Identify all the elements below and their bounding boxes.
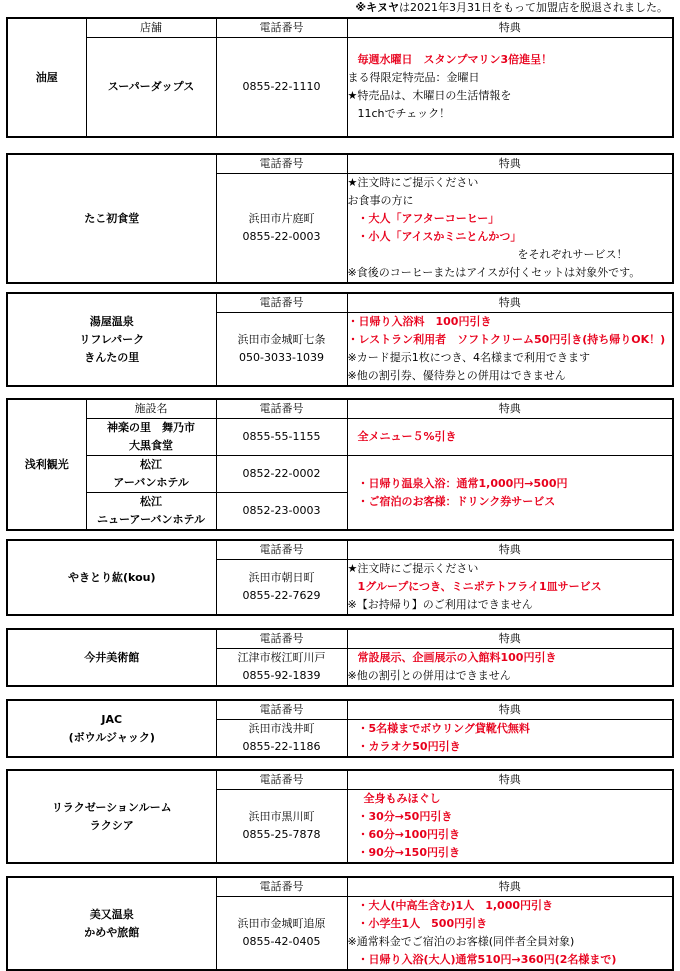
facility-name: 松江 bbox=[140, 495, 162, 508]
block-yunoya bbox=[6, 292, 674, 387]
block-aburaya bbox=[6, 17, 674, 138]
phone-number: 0855-22-0003 bbox=[242, 230, 321, 243]
perk-line: ・小学生1人 500円引き bbox=[357, 917, 488, 930]
block-asari bbox=[6, 398, 674, 531]
notice-bold: ※キヌヤ bbox=[355, 1, 399, 14]
header-perk: 特典 bbox=[347, 293, 673, 313]
facility-name: アーバンホテル bbox=[113, 476, 189, 489]
perk-line: 常設展示、企画展示の入館料100円引き bbox=[357, 651, 557, 664]
perk-list bbox=[347, 560, 673, 616]
header-facility: 施設名 bbox=[86, 399, 216, 419]
address: 浜田市浅井町 bbox=[248, 722, 315, 735]
perk-list bbox=[347, 649, 673, 687]
perk-list bbox=[347, 174, 673, 284]
perk-line: ・カラオケ50円引き bbox=[357, 740, 461, 753]
perk-list bbox=[347, 897, 673, 971]
header-phone: 電話番号 bbox=[216, 18, 347, 38]
phone-number: 0855-42-0405 bbox=[242, 935, 321, 948]
phone-number: 0855-25-7878 bbox=[242, 828, 321, 841]
header-phone: 電話番号 bbox=[216, 293, 347, 313]
perk-line: 毎週水曜日 スタンプマリン3倍進呈！ bbox=[357, 53, 553, 66]
header-perk: 特典 bbox=[347, 154, 673, 174]
address: 浜田市金城町七条 bbox=[237, 333, 326, 346]
perk-line: ※カード提示1枚につき、4名様まで利用できます bbox=[347, 351, 591, 364]
address: 浜田市片庭町 bbox=[248, 212, 315, 225]
contact-cell bbox=[216, 897, 347, 971]
member-name: 美又温泉 bbox=[89, 907, 134, 921]
block-mimata bbox=[6, 876, 674, 971]
member-name: JAC bbox=[101, 712, 123, 726]
perk-line: ・日帰り入浴(大人)通常510円→360円(2名様まで) bbox=[357, 953, 617, 966]
facility-cell bbox=[86, 493, 216, 531]
header-perk: 特典 bbox=[347, 700, 673, 720]
member-name: 湯屋温泉 bbox=[89, 314, 134, 328]
phone-number: 0855-22-1110 bbox=[216, 38, 347, 138]
perk-list bbox=[347, 720, 673, 758]
block-imai bbox=[6, 628, 674, 687]
perk-line: ・日帰り温泉入浴：通常1,000円→500円 bbox=[357, 476, 568, 490]
phone-number: 0855-55-1155 bbox=[216, 419, 347, 456]
contact-cell bbox=[216, 174, 347, 284]
block-yakitori bbox=[6, 539, 674, 616]
notice bbox=[0, 0, 680, 16]
member-name: たこ初食堂 bbox=[7, 154, 216, 283]
contact-cell bbox=[216, 790, 347, 864]
facility-cell bbox=[86, 419, 216, 456]
perk-line: ・日帰り入浴料 100円引き bbox=[347, 315, 492, 328]
perk-line: ・30分→50円引き bbox=[357, 810, 453, 823]
header-phone: 電話番号 bbox=[216, 629, 347, 649]
header-perk: 特典 bbox=[347, 877, 673, 897]
member-name: リフレパーク bbox=[79, 332, 145, 346]
header-perk: 特典 bbox=[347, 629, 673, 649]
phone-number: 0855-92-1839 bbox=[242, 669, 321, 682]
header-phone: 電話番号 bbox=[216, 700, 347, 720]
header-phone: 電話番号 bbox=[216, 770, 347, 790]
phone-number: 0855-22-7629 bbox=[242, 589, 321, 602]
member-name-cell bbox=[7, 770, 216, 863]
contact-cell bbox=[216, 649, 347, 687]
facility-name: ニューアーバンホテル bbox=[96, 513, 206, 526]
perk-line: ★注文時にご提示ください bbox=[347, 562, 479, 575]
perk-line: ・ご宿泊のお客様：ドリンク券サービス bbox=[357, 494, 556, 508]
notice-text: は2021年3月31日をもって加盟店を脱退されました。 bbox=[399, 1, 668, 14]
header-perk: 特典 bbox=[347, 770, 673, 790]
perk-line: ・小人「アイスかミニとんかつ」 bbox=[357, 230, 522, 243]
member-name: 油屋 bbox=[7, 18, 86, 137]
facility-name: 神楽の里 舞乃市 bbox=[107, 421, 195, 434]
contact-cell bbox=[216, 560, 347, 616]
facility-name: 大黒食堂 bbox=[129, 439, 173, 452]
perk-line: ・大人(中高生含む)1人 1,000円引き bbox=[357, 899, 554, 912]
perk-line: ★特売品は、木曜日の生活情報を bbox=[347, 89, 512, 102]
address: 浜田市朝日町 bbox=[248, 571, 315, 584]
member-name: (ボウルジャック) bbox=[68, 730, 155, 744]
perk-line: ・60分→100円引き bbox=[357, 828, 460, 841]
header-shop: 店舗 bbox=[86, 18, 216, 38]
perk-line: ※他の割引との併用はできません bbox=[347, 669, 511, 682]
perk-line: ※他の割引券、優待券との併用はできません bbox=[347, 369, 566, 382]
member-name: きんたの里 bbox=[84, 350, 140, 364]
member-name: リラクゼーションルーム bbox=[51, 800, 172, 814]
perk-line: をそれぞれサービス！ bbox=[517, 248, 628, 261]
perk-list bbox=[347, 456, 673, 531]
member-name: 今井美術館 bbox=[7, 629, 216, 686]
header-perk: 特典 bbox=[347, 540, 673, 560]
member-name-cell bbox=[7, 700, 216, 757]
member-name-cell bbox=[7, 293, 216, 386]
perk-line: 1グループにつき、ミニポテトフライ1皿サービス bbox=[357, 580, 602, 593]
perk-line: 全身もみほぐし bbox=[363, 792, 441, 805]
perk-line: ・5名様までボウリング貸靴代無料 bbox=[357, 722, 530, 735]
address: 江津市桜江町川戸 bbox=[237, 651, 326, 664]
member-name: ラクシア bbox=[89, 818, 134, 832]
address: 浜田市金城町追原 bbox=[237, 917, 326, 930]
header-phone: 電話番号 bbox=[216, 154, 347, 174]
facility-name: 松江 bbox=[140, 458, 162, 471]
perk-line: ・90分→150円引き bbox=[357, 846, 460, 859]
member-name: 浅利観光 bbox=[7, 399, 86, 530]
member-name-cell bbox=[7, 877, 216, 970]
facility-cell bbox=[86, 456, 216, 493]
perk-line: ※【お持帰り】のご利用はできません bbox=[347, 598, 533, 611]
perk-line: ※食後のコーヒーまたはアイスが付くセットは対象外です。 bbox=[347, 266, 641, 279]
perk-line: まる得限定特売品：金曜日 bbox=[347, 71, 480, 84]
perk-line: ・レストラン利用者 ソフトクリーム50円引き(持ち帰りOK！) bbox=[347, 333, 666, 346]
perk-line: 全メニュー５%引き bbox=[357, 430, 457, 443]
block-lacia bbox=[6, 769, 674, 864]
perk-list bbox=[347, 313, 673, 387]
address: 浜田市黒川町 bbox=[248, 810, 315, 823]
header-phone: 電話番号 bbox=[216, 877, 347, 897]
perk-line: お食事の方に bbox=[347, 194, 414, 207]
phone-number: 0852-23-0003 bbox=[216, 493, 347, 531]
block-takohatsu bbox=[6, 153, 674, 284]
perk-list bbox=[347, 38, 673, 138]
block-jac bbox=[6, 699, 674, 758]
header-phone: 電話番号 bbox=[216, 540, 347, 560]
header-perk: 特典 bbox=[347, 399, 673, 419]
contact-cell bbox=[216, 720, 347, 758]
perk-line: ★注文時にご提示ください bbox=[347, 176, 479, 189]
perk-list bbox=[347, 419, 673, 456]
perk-line: ・大人「アフターコーヒー」 bbox=[357, 212, 500, 225]
header-perk: 特典 bbox=[347, 18, 673, 38]
member-name: やきとり紘(kou) bbox=[7, 540, 216, 615]
perk-line: ※通常料金でご宿泊のお客様(同伴者全員対象) bbox=[347, 935, 575, 948]
contact-cell bbox=[216, 313, 347, 387]
perk-list bbox=[347, 790, 673, 864]
member-name: かめや旅館 bbox=[84, 925, 140, 939]
header-phone: 電話番号 bbox=[216, 399, 347, 419]
phone-number: 0855-22-1186 bbox=[242, 740, 321, 753]
phone-number: 0852-22-0002 bbox=[216, 456, 347, 493]
shop-name: スーパーダップス bbox=[86, 38, 216, 138]
perk-line: 11chでチェック！ bbox=[357, 107, 451, 120]
phone-number: 050-3033-1039 bbox=[239, 351, 324, 364]
